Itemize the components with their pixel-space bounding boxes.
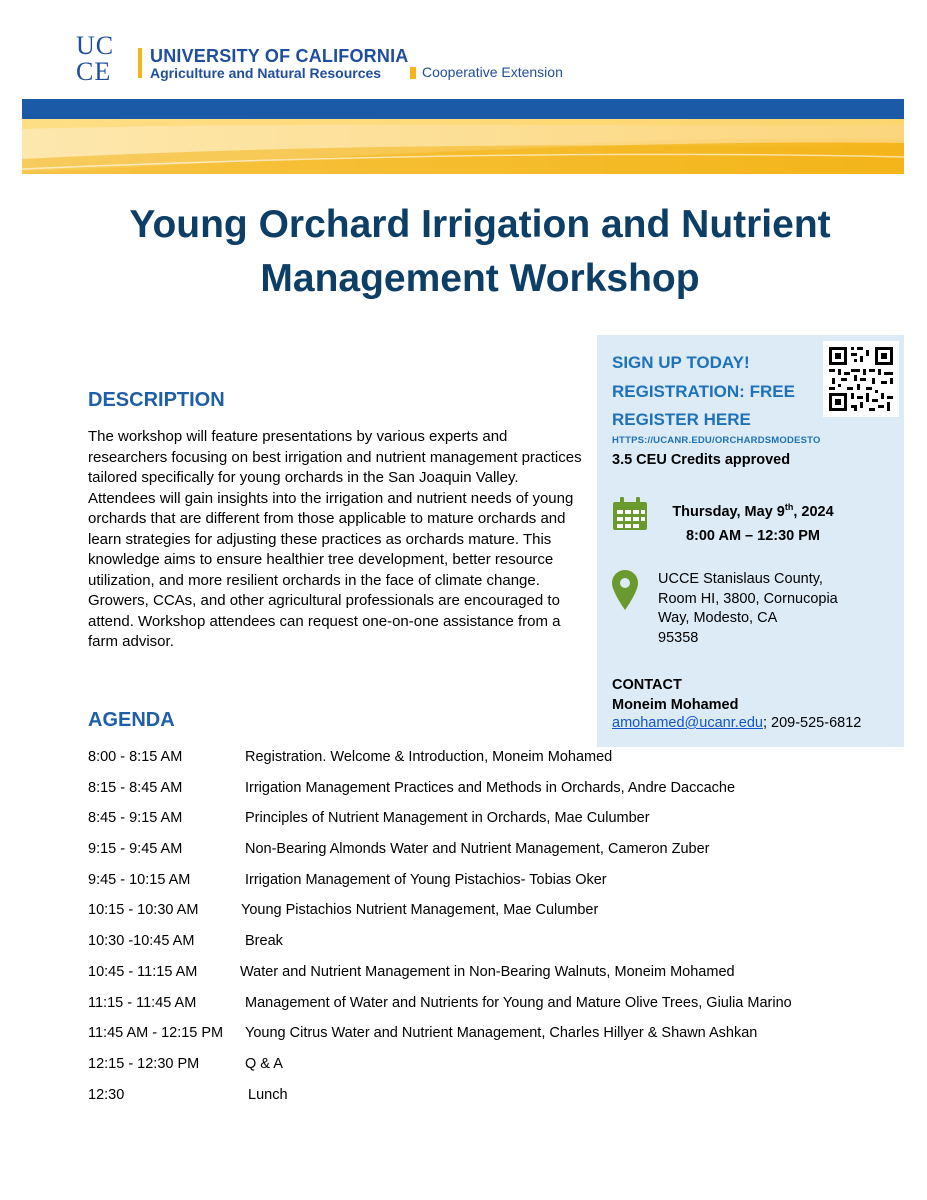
contact-email-link[interactable]: amohamed@ucanr.edu <box>612 715 763 731</box>
agenda-desc: Young Citrus Water and Nutrient Management, Charles Hillyer & Shawn Ashkan <box>245 1025 758 1042</box>
agenda-desc: Non-Bearing Almonds Water and Nutrient Management, Cameron Zuber <box>245 841 710 858</box>
agenda-row <box>88 933 888 964</box>
agenda-row <box>88 1087 888 1118</box>
agenda-time: 10:15 - 10:30 AM <box>88 902 199 919</box>
agenda-time: 12:30 <box>88 1086 125 1103</box>
division-name: Agriculture and Natural Resources <box>150 65 382 81</box>
contact-phone: ; 209-525-6812 <box>762 715 862 731</box>
agenda-time: 12:15 - 12:30 PM <box>88 1055 200 1072</box>
location-line-3: Way, Modesto, CA <box>658 610 778 626</box>
signup-line-2: REGISTRATION: FREE <box>612 381 795 401</box>
agenda-row <box>88 1056 888 1087</box>
contact-name: Moneim Mohamed <box>612 697 739 713</box>
logo-divider <box>138 48 142 78</box>
signup-block <box>612 349 795 435</box>
agenda-row <box>88 810 888 841</box>
agenda-desc: Young Pistachios Nutrient Management, Mae Culumber <box>241 902 599 919</box>
agenda-desc: Break <box>245 933 283 950</box>
agenda-list <box>88 749 888 1117</box>
ucce-logo-bottom: CE <box>76 57 112 86</box>
logo-divider-small <box>410 67 416 79</box>
agenda-heading: AGENDA <box>88 709 175 731</box>
location-line-4: 95358 <box>658 629 699 646</box>
org-name: UNIVERSITY OF CALIFORNIA <box>150 46 409 66</box>
agenda-desc: Lunch <box>248 1086 288 1103</box>
signup-line-1: SIGN UP TODAY! <box>612 353 750 372</box>
date-main: Thursday, May 9 <box>672 504 785 520</box>
agenda-time: 8:00 - 8:15 AM <box>88 749 183 765</box>
event-day <box>658 500 848 524</box>
qr-code[interactable] <box>823 341 899 417</box>
agenda-row <box>88 964 888 995</box>
date-year: , 2024 <box>793 504 834 520</box>
agenda-row <box>88 841 888 872</box>
agenda-desc: Irrigation Management of Young Pistachios- Tobias Oker <box>245 871 607 888</box>
unit-name: Cooperative Extension <box>422 64 563 80</box>
description-heading: DESCRIPTION <box>88 389 225 411</box>
calendar-icon <box>612 497 648 531</box>
page-title <box>40 198 920 306</box>
location-line-1: UCCE Stanislaus County, <box>658 571 823 587</box>
header-banner <box>22 99 904 174</box>
agenda-row <box>88 1025 888 1056</box>
register-link[interactable]: REGISTER HERE <box>612 410 751 429</box>
description-text: The workshop will feature presentations by various experts and researchers focusing on best irrigation and nutrient management practices tailored specifically for young orchards in the San Joaquin Valley. Attendees will gain insights into the irrigation and nutrient needs of young orchards that are different from those applicable to mature orchards and learn strategies for adjusting these practices as orchards mature. This knowledge aims to ensure healthier tree development, better resource utilization, and more resilient orchards in the face of climate change. Growers, CCAs, and other agricultural professionals are encouraged to attend. Workshop attendees can request one-on-one assistance from a farm advisor. <box>88 428 582 650</box>
agenda-desc: Q & A <box>245 1055 283 1072</box>
date-ordinal: th <box>784 502 794 512</box>
agenda-time: 11:15 - 11:45 AM <box>88 994 197 1011</box>
agenda-row <box>88 872 888 903</box>
event-location <box>658 570 868 648</box>
event-time: 8:00 AM – 12:30 PM <box>685 528 821 544</box>
agenda-time: 11:45 AM - 12:15 PM <box>88 1025 224 1042</box>
agenda-time: 8:15 - 8:45 AM <box>88 779 183 796</box>
agenda-time: 10:30 -10:45 AM <box>88 933 195 950</box>
agenda-row <box>88 995 888 1026</box>
registration-url[interactable]: HTTPS://UCANR.EDU/ORCHARDSMODESTO <box>612 435 821 446</box>
ucce-logo <box>76 33 126 85</box>
ceu-credits: 3.5 CEU Credits approved <box>612 452 791 468</box>
agenda-row <box>88 780 888 811</box>
event-date <box>658 500 848 548</box>
agenda-desc: Registration. Welcome & Introduction, Moneim Mohamed <box>245 749 613 765</box>
contact-line <box>612 715 861 731</box>
agenda-desc: Management of Water and Nutrients for Young and Mature Olive Trees, Giulia Marino <box>245 994 792 1011</box>
contact-heading: CONTACT <box>612 677 682 693</box>
agenda-row <box>88 749 888 780</box>
location-pin-icon <box>612 570 638 610</box>
ucce-logo-top: UC <box>76 31 115 60</box>
agenda-time: 9:15 - 9:45 AM <box>88 841 183 858</box>
agenda-desc: Water and Nutrient Management in Non-Bearing Walnuts, Moneim Mohamed <box>240 963 735 980</box>
agenda-time: 8:45 - 9:15 AM <box>88 810 183 827</box>
agenda-desc: Principles of Nutrient Management in Orchards, Mae Culumber <box>245 810 650 827</box>
location-line-2: Room HI, 3800, Cornucopia <box>658 590 838 607</box>
title-line-1: Young Orchard Irrigation and Nutrient <box>129 203 831 246</box>
agenda-desc: Irrigation Management Practices and Methods in Orchards, Andre Daccache <box>245 779 736 796</box>
agenda-time: 10:45 - 11:15 AM <box>88 963 198 980</box>
title-line-2: Management Workshop <box>260 257 700 300</box>
agenda-row <box>88 902 888 933</box>
agenda-time: 9:45 - 10:15 AM <box>88 871 191 888</box>
